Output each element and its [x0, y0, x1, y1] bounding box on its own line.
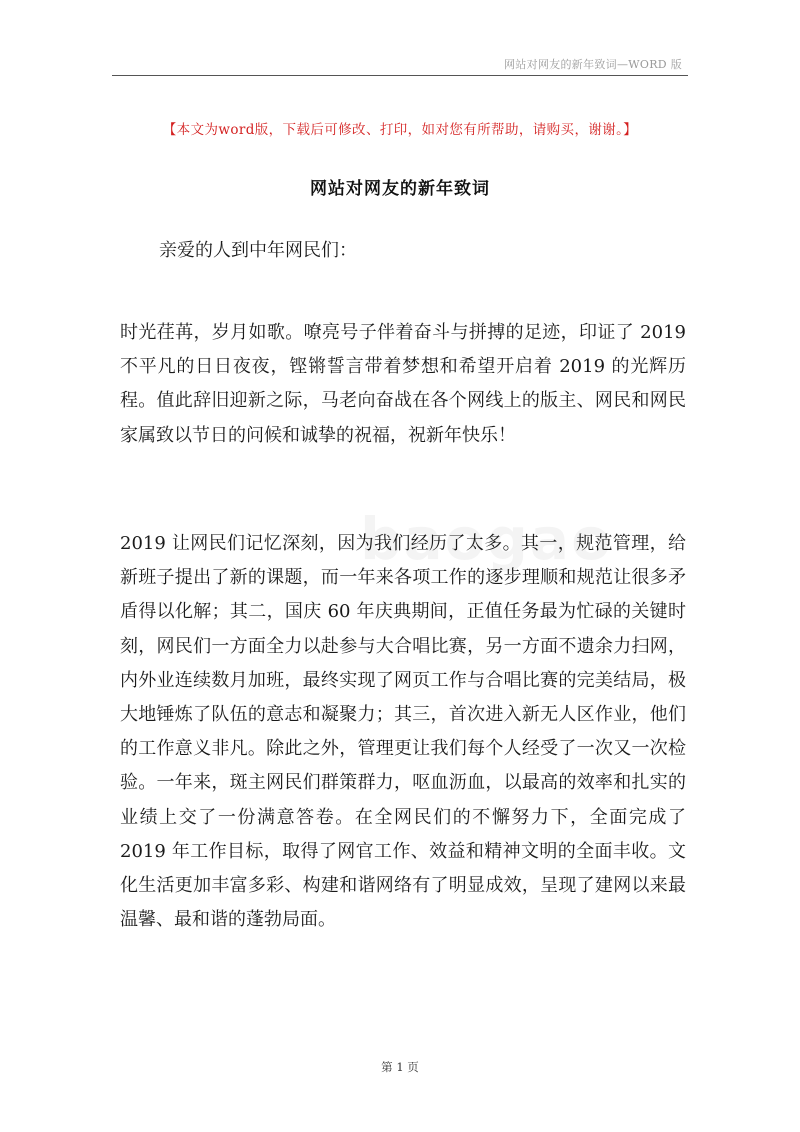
body-paragraph-2: 2019 让网民们记忆深刻，因为我们经历了太多。其一，规范管理，给新班子提出了新的课题，而一年来各项工作的逐步理顺和规范让很多矛盾得以化解；其二，国庆 60 年庆典期间，正值任务最为忙碌的关键时刻，网民们一方面全力以赴参与大合唱比赛，另一方面不遗余力扫网，内外业连续数月加班，最终实现了网页工作与合唱比赛的完美结局，极大地锤炼了队伍的意志和凝聚力；其三，首次进入新无人区作业，他们的工作意义非凡。除此之外，管理更让我们每个人经受了一次又一次检验。一年来，斑主网民们群策群力，呕血沥血，以最高的效率和扎实的业绩上交了一份满意答卷。在全网民们的不懈努力下，全面完成了 2019 年工作目标，取得了网官工作、效益和精神文明的全面丰收。文化生活更加丰富多彩、构建和谐网络有了明显成效，呈现了建网以来最温馨、最和谐的蓬勃局面。: [120, 533, 686, 931]
greeting-line: 亲爱的人到中年网民们：: [159, 240, 357, 261]
purchase-notice: 【本文为word版，下载后可修改、打印，如对您有所帮助，请购买，谢谢。】: [162, 122, 638, 138]
document-title: 网站对网友的新年致词: [310, 179, 490, 199]
body-paragraph-1: 时光荏苒，岁月如歌。嘹亮号子伴着奋斗与拼搏的足迹，印证了 2019 不平凡的日日夜夜，铿锵誓言带着梦想和希望开启着 2019 的光辉历程。值此辞旧迎新之际，马老向奋战在各个网线上的版主、网民和网民家属致以节日的问候和诚挚的祝福，祝新年快乐！: [120, 322, 686, 446]
header-divider: [112, 75, 688, 76]
page-number: 第 1 页: [381, 1060, 419, 1074]
running-header: 网站对网友的新年致词—WORD 版: [503, 58, 682, 71]
